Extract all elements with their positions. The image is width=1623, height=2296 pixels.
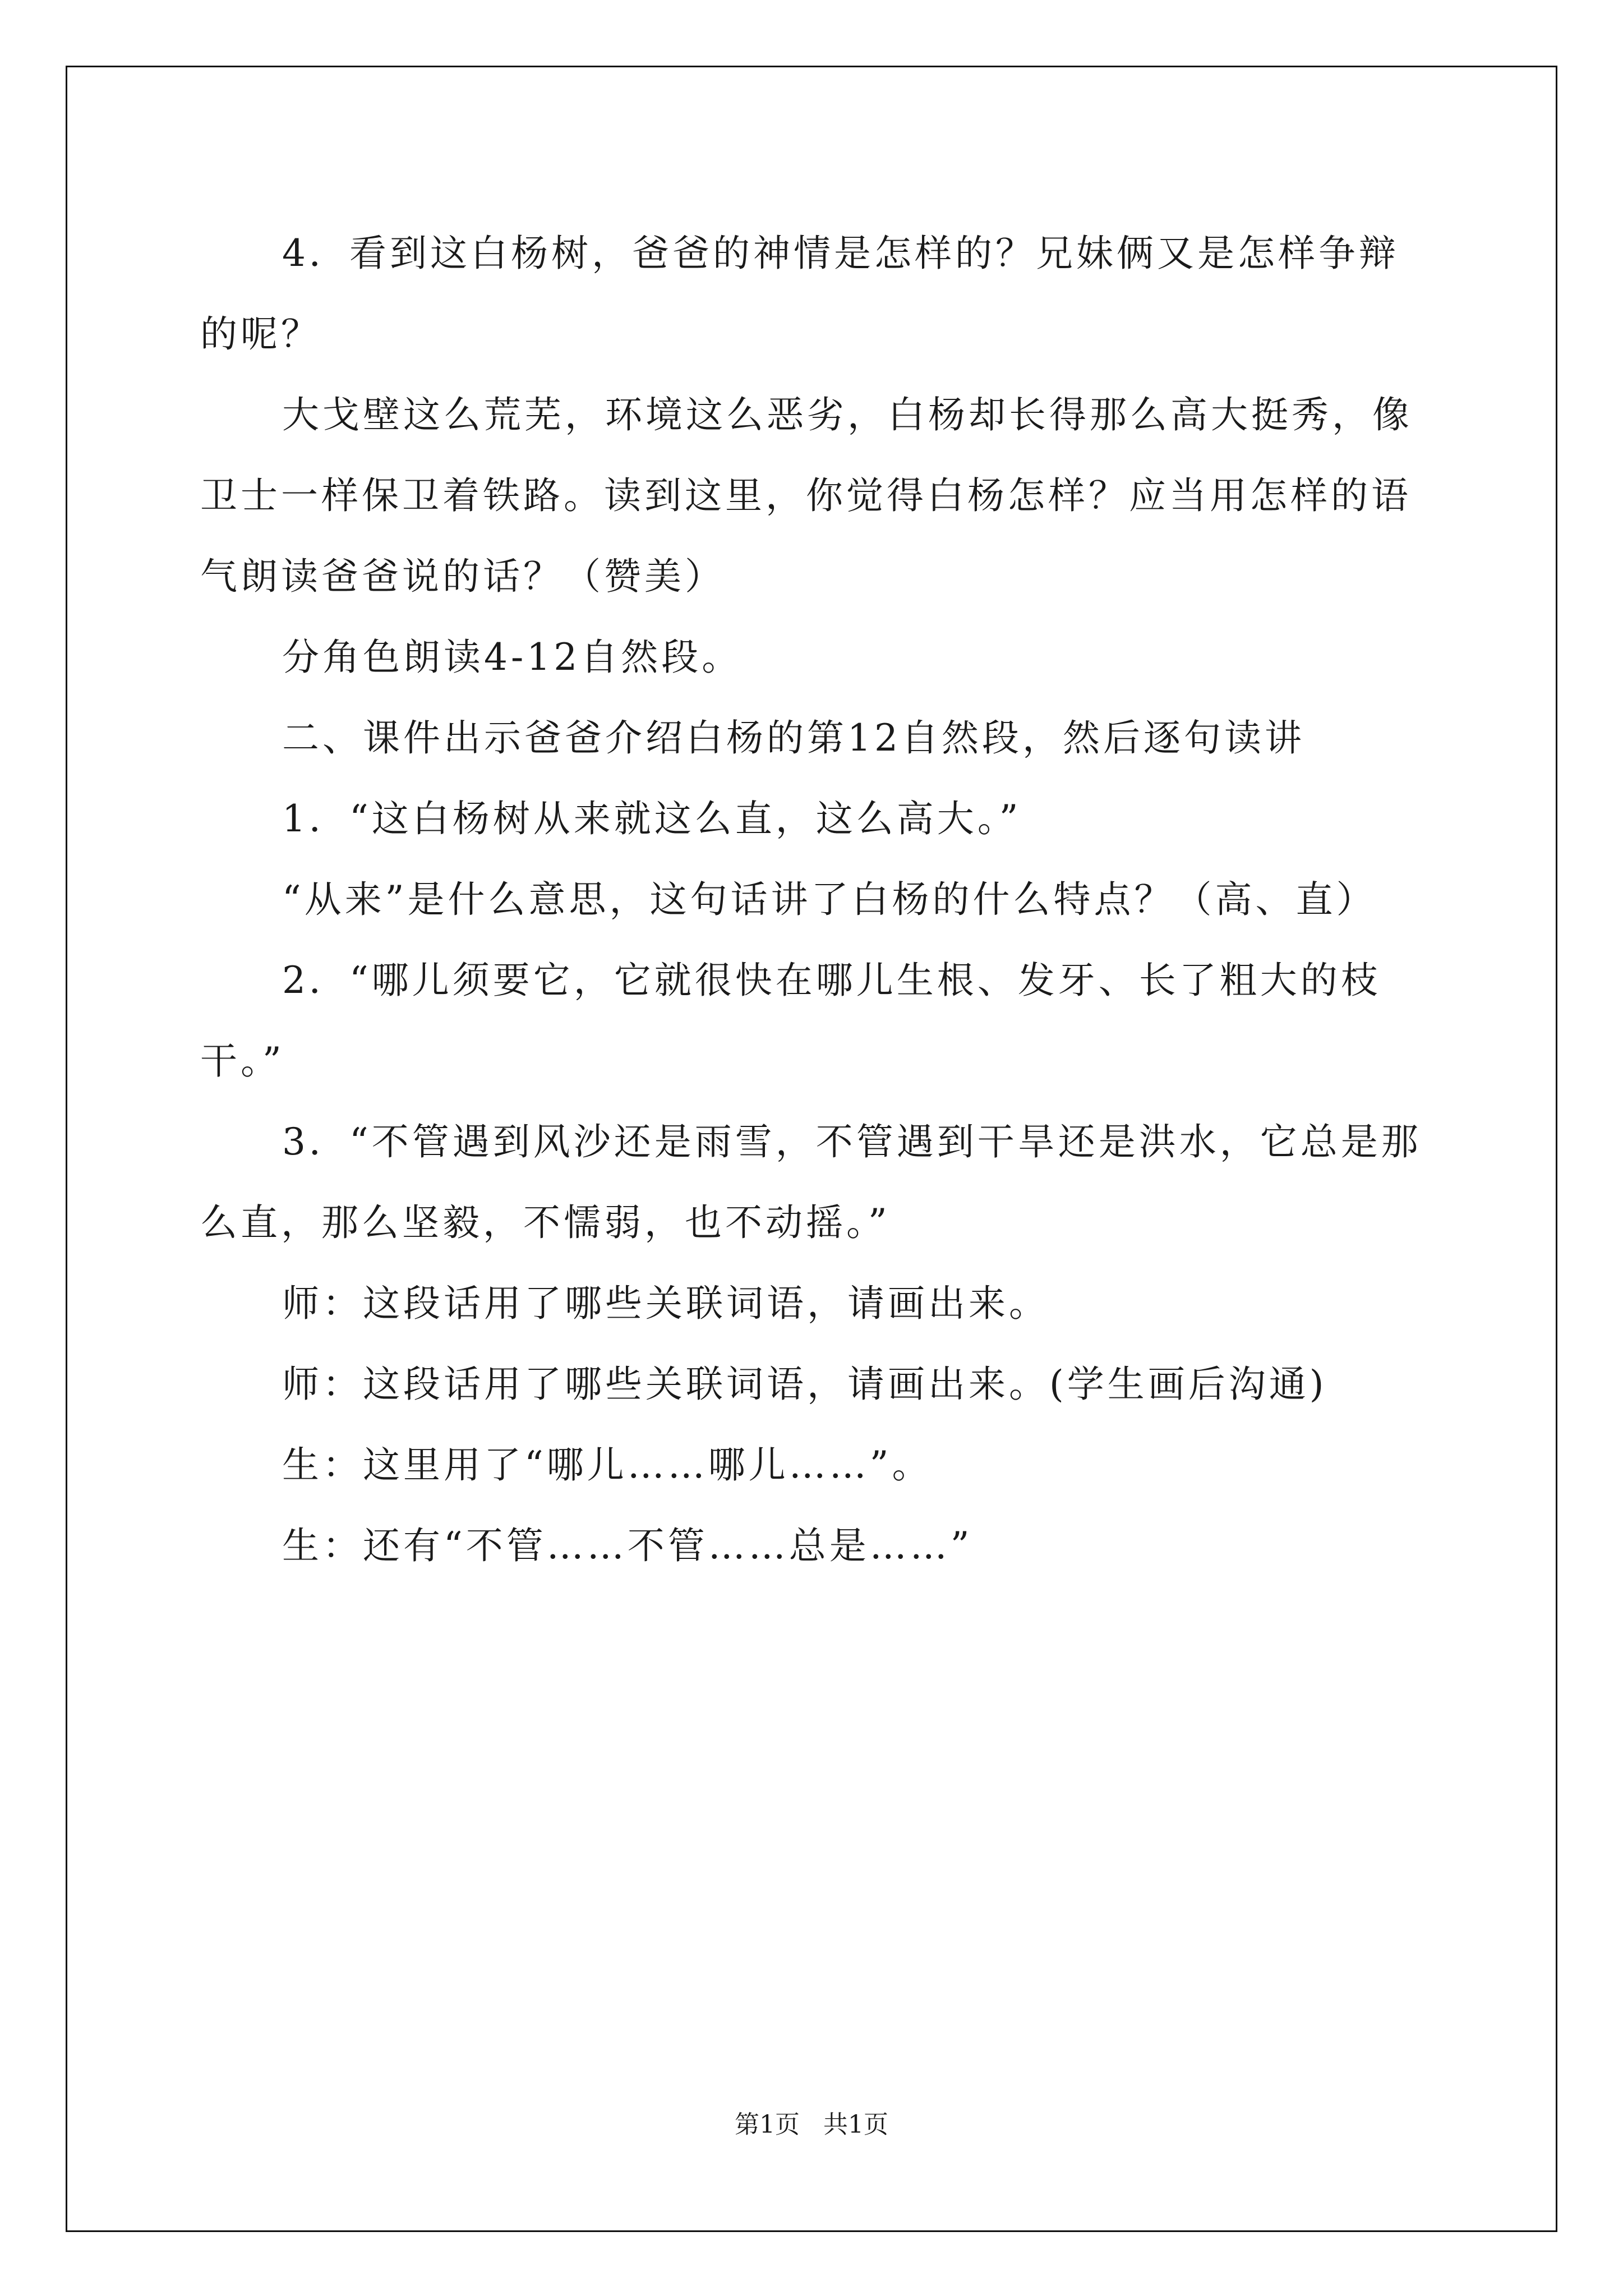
- paragraph: 大戈壁这么荒芜，环境这么恶劣，白杨却长得那么高大挺秀，像卫士一样保卫着铁路。读到这里，你觉得白杨怎样？应当用怎样的语气朗读爸爸说的话？（赞美）: [200, 393, 1413, 598]
- paragraph: 4．看到这白杨树，爸爸的神情是怎样的？兄妹俩又是怎样争辩的呢？: [200, 232, 1399, 356]
- paragraph: 二、课件出示爸爸介绍白杨的第12自然段，然后逐句读讲: [282, 716, 1305, 760]
- document-body: [200, 213, 1428, 1586]
- paragraph: 2．“哪儿须要它，它就很快在哪儿生根、发牙、长了粗大的枝干。”: [200, 959, 1381, 1083]
- page-number-current: 第1页: [735, 2110, 800, 2139]
- paragraph: 生：还有“不管……不管……总是……”: [282, 1524, 973, 1567]
- paragraph: 生：这里用了“哪儿……哪儿……”。: [282, 1443, 933, 1487]
- page-number-total: 共1页: [823, 2110, 888, 2139]
- paragraph: 师：这段话用了哪些关联词语，请画出来。(学生画后沟通): [282, 1363, 1327, 1406]
- paragraph: 1．“这白杨树从来就这么直，这么高大。”: [282, 797, 1022, 840]
- paragraph: 师：这段话用了哪些关联词语，请画出来。: [282, 1282, 1049, 1325]
- paragraph: “从来”是什么意思，这句话讲了白杨的什么特点？（高、直）: [282, 878, 1377, 921]
- paragraph: 分角色朗读4-12自然段。: [282, 636, 743, 679]
- paragraph: 3．“不管遇到风沙还是雨雪，不管遇到干旱还是洪水，它总是那么直，那么坚毅，不懦弱，也不动摇。”: [200, 1120, 1422, 1244]
- page-footer: [0, 2108, 1623, 2142]
